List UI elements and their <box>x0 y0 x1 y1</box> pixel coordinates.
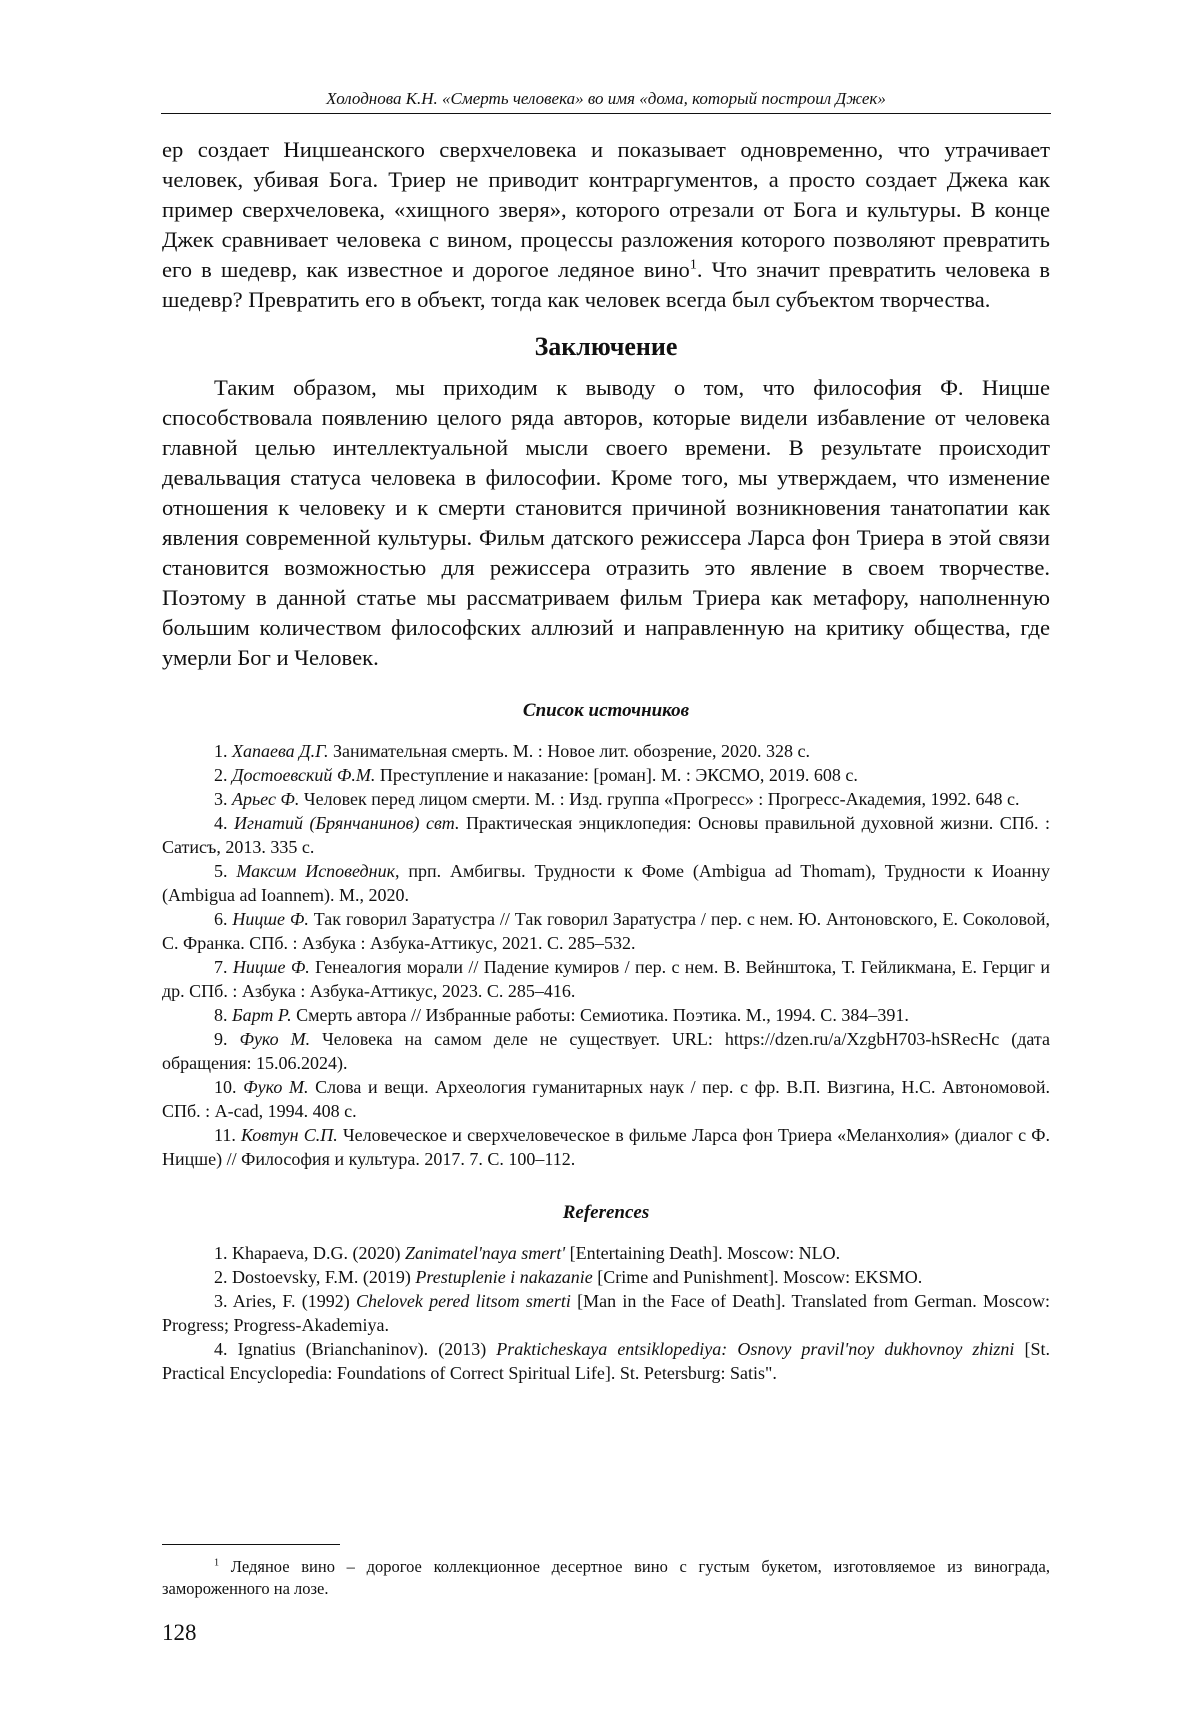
source-item <box>162 955 1050 1003</box>
footnote-text: Ледяное вино – дорогое коллекционное десертное вино с густым букетом, изготовляемое из винограда, замороженного на лозе. <box>162 1557 1050 1598</box>
source-item <box>162 1027 1050 1075</box>
source-details: Человеческое и сверхчеловеческое в фильме Ларса фон Триера «Меланхолия» (диалог с Ф. Ницше) // Философия и культура. 2017. 7. С. 100–112. <box>162 1125 1051 1169</box>
reference-title: Zanimatel'naya smert' <box>404 1243 566 1263</box>
source-author: Арьес Ф. <box>232 789 300 809</box>
source-item <box>162 1123 1050 1171</box>
source-author: Хапаева Д.Г. <box>232 741 329 761</box>
source-author: Фуко М. <box>239 1029 311 1049</box>
source-item <box>162 1003 1050 1027</box>
reference-item <box>162 1265 1050 1289</box>
source-details: , прп. Амбигвы. Трудности к Фоме (Ambigua ad Thomam), Трудности к Иоанну (Ambigua ad Ioannem). М., 2020. <box>162 861 1050 905</box>
references-title: References <box>562 1202 650 1223</box>
reference-details: [Man in the Face of Death]. Translated from German. Moscow: Progress; Progress-Akademiya. <box>162 1291 1050 1335</box>
source-number: 11. <box>214 1125 236 1145</box>
source-author: Достоевский Ф.М. <box>232 765 376 785</box>
source-number: 9. <box>214 1029 228 1049</box>
reference-lead: 1. Khapaeva, D.G. (2020) <box>214 1243 405 1263</box>
references-list <box>162 1241 1050 1385</box>
source-number: 10. <box>214 1077 237 1097</box>
intro-text-after-note: . Что значит превратить человека в шедевр? Превратить его в объект, тогда как человек всегда был субъектом творчества. <box>162 257 1050 312</box>
source-author: Ницше Ф. <box>232 909 309 929</box>
source-author: Ковтун С.П. <box>241 1125 338 1145</box>
source-item <box>162 1075 1050 1123</box>
source-item <box>162 763 1050 787</box>
source-number: 2. <box>214 765 228 785</box>
header-rule <box>161 113 1051 114</box>
page-number: 128 <box>162 1620 197 1645</box>
source-author: Ницше Ф. <box>232 957 310 977</box>
intro-text-before-note: ер создает Ницшеанского сверхчеловека и показывает одновременно, что утрачивает человек, убивая Бога. Триер не приводит контраргументов, а просто создает Джека как пример сверхчеловека, «хищного зверя», которого отрезали от Бога и культуры. В конце Джек сравнивает человека с вином, процессы разложения которого позволяют превратить его в шедевр, как известное и дорогое ледяное вино <box>162 137 1050 282</box>
source-author: Игнатий (Брянчанинов) свт. <box>234 813 460 833</box>
source-item <box>162 787 1050 811</box>
conclusion-paragraph: Таким образом, мы приходим к выводу о том, что философия Ф. Ницше способствовала появлению целого ряда авторов, которые видели избавление от человека главной целью интеллектуальной мысли своего времени. В результате происходит девальвация статуса человека в философии. Кроме того, мы утверждаем, что изменение отношения к человеку и к смерти становится причиной возникновения танатопатии как явления современной культуры. Фильм датского режиссера Ларса фон Триера в этой связи становится возможностью для режиссера отразить это явление в своем творчестве. Поэтому в данной статье мы рассматриваем фильм Триера как метафору, наполненную большим количеством философских аллюзий и направленную на критику общества, где умерли Бог и Человек. <box>162 375 1050 670</box>
reference-item <box>162 1289 1050 1337</box>
running-head: Холоднова К.Н. «Смерть человека» во имя «дома, который построил Джек» <box>326 89 886 108</box>
footnote-number: 1 <box>214 1557 220 1569</box>
source-number: 7. <box>214 957 228 977</box>
conclusion-title: Заключение <box>534 332 678 361</box>
footnote-rule <box>162 1544 340 1545</box>
source-number: 4. <box>214 813 228 833</box>
source-number: 5. <box>214 861 228 881</box>
reference-details: [St. Practical Encyclopedia: Foundations of Correct Spiritual Life]. St. Petersburg: Satis". <box>162 1339 1050 1383</box>
source-details: Так говорил Заратустра // Так говорил Заратустра / пер. с нем. Ю. Антоновского, Е. Соколовой, С. Франка. СПб. : Азбука : Азбука-Аттикус, 2021. С. 285–532. <box>162 909 1050 953</box>
source-details: Слова и вещи. Археология гуманитарных наук / пер. с фр. В.П. Визгина, Н.С. Автономовой. СПб. : A-cad, 1994. 408 с. <box>162 1077 1050 1121</box>
reference-lead: 4. Ignatius (Brianchaninov). (2013) <box>214 1339 497 1359</box>
source-details: Человека на самом деле не существует. URL: https://dzen.ru/a/XzgbH703-hSRecHc (дата обращения: 15.06.2024). <box>162 1029 1051 1073</box>
source-author: Максим Исповедник <box>236 861 395 881</box>
reference-item <box>162 1241 1050 1265</box>
footnote-marker[interactable]: 1 <box>689 257 697 273</box>
reference-item <box>162 1337 1050 1385</box>
reference-details: [Crime and Punishment]. Moscow: EKSMO. <box>592 1267 923 1287</box>
source-item <box>162 811 1050 859</box>
reference-lead: 2. Dostoevsky, F.M. (2019) <box>214 1267 416 1287</box>
source-details: Генеалогия морали // Падение кумиров / пер. с нем. В. Вейнштока, Т. Гейликмана, Е. Герциг и др. СПб. : Азбука : Азбука-Аттикус, 2023. С. 285–416. <box>162 957 1050 1001</box>
source-author: Барт Р. <box>232 1005 292 1025</box>
source-number: 6. <box>214 909 228 929</box>
source-number: 3. <box>214 789 228 809</box>
sources-list <box>162 739 1050 1171</box>
reference-title: Prestuplenie i nakazanie <box>415 1267 593 1287</box>
source-details: Практическая энциклопедия: Основы правильной духовной жизни. СПб. : Сатисъ, 2013. 335 с. <box>162 813 1050 857</box>
reference-details: [Entertaining Death]. Moscow: NLO. <box>565 1243 841 1263</box>
source-item <box>162 739 1050 763</box>
source-details: Смерть автора // Избранные работы: Семиотика. Поэтика. М., 1994. С. 384–391. <box>291 1005 909 1025</box>
source-number: 8. <box>214 1005 228 1025</box>
source-number: 1. <box>214 741 228 761</box>
sources-title: Список источников <box>522 700 690 721</box>
source-author: Фуко М. <box>243 1077 309 1097</box>
reference-title: Prakticheskaya entsiklopediya: Osnovy pravil'noy dukhovnoy zhizni <box>496 1339 1015 1359</box>
intro-paragraph <box>162 135 1050 315</box>
source-details: Преступление и наказание: [роман]. М. : ЭКСМО, 2019. 608 с. <box>375 765 858 785</box>
main-column <box>162 135 1050 1385</box>
reference-lead: 3. Aries, F. (1992) <box>214 1291 356 1311</box>
reference-title: Chelovek pered litsom smerti <box>355 1291 571 1311</box>
source-item <box>162 907 1050 955</box>
source-details: Занимательная смерть. М. : Новое лит. обозрение, 2020. 328 с. <box>328 741 810 761</box>
source-item <box>162 859 1050 907</box>
source-details: Человек перед лицом смерти. М. : Изд. группа «Прогресс» : Прогресс-Академия, 1992. 648 с. <box>299 789 1020 809</box>
footnote <box>162 1556 1050 1600</box>
